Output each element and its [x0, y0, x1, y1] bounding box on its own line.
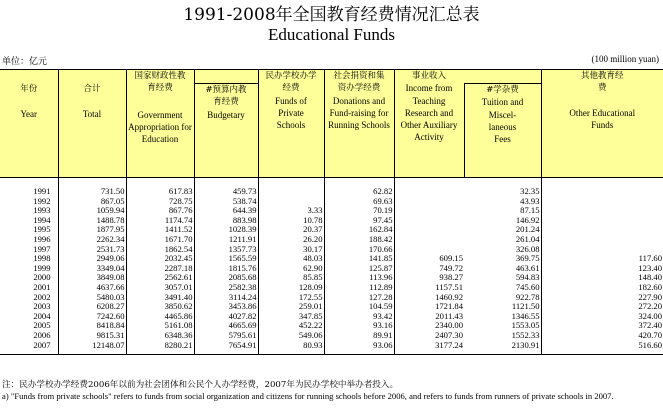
cell-tuition: 1553.05	[511, 320, 540, 331]
cell-donation: 69.63	[324, 197, 394, 207]
cell-income	[394, 206, 464, 216]
cell-private: 128.09	[258, 283, 324, 293]
cell-donation: 127.28	[324, 293, 394, 303]
cell-income: 1157.51	[394, 283, 464, 293]
header-income-cn: 事业收入	[411, 71, 446, 81]
cell-gov: 3850.62	[126, 302, 194, 312]
cell-budget: 644.39	[194, 206, 258, 216]
cell-gov: 867.76	[126, 206, 194, 216]
cell-year: 2005	[33, 320, 51, 331]
cell-income: 3177.24	[394, 341, 464, 351]
cell-gov: 1862.54	[126, 245, 194, 255]
cell-tuition: 43.93	[520, 195, 540, 206]
cell-gov: 1671.70	[126, 235, 194, 245]
cell-donation: 113.96	[324, 273, 394, 283]
cell-other	[541, 216, 663, 226]
cell-private: 549.06	[258, 331, 324, 341]
cell-tuition: 463.61	[515, 262, 540, 273]
header-income	[394, 70, 464, 178]
cell-donation: 162.84	[324, 225, 394, 235]
cell-gov: 8280.21	[126, 341, 194, 351]
cell-tuition: 32.35	[520, 186, 540, 196]
cell-income: 2340.00	[394, 321, 464, 331]
table-row	[0, 187, 663, 197]
cell-other	[541, 197, 663, 207]
cell-other	[541, 206, 663, 216]
cell-gov: 6348.36	[126, 331, 194, 341]
header-other-en: Other Educational Funds	[569, 107, 636, 130]
spacer-row	[0, 178, 663, 188]
header-gov-cn: 国家财政性教育经费	[134, 71, 186, 94]
cell-budget: 538.74	[194, 197, 258, 207]
cell-total: 2531.73	[58, 245, 126, 255]
cell-private: 20.37	[258, 225, 324, 235]
cell-gov: 5161.08	[126, 321, 194, 331]
cell-tuition: 922.78	[515, 291, 540, 302]
header-private-cn: 民办学校办学经费	[265, 71, 317, 94]
cell-budget: 1028.39	[194, 225, 258, 235]
cell-year: 1998	[33, 253, 51, 264]
cell-year: 1996	[33, 233, 51, 244]
funds-table	[0, 69, 663, 355]
cell-other: 324.00	[541, 312, 663, 322]
cell-other: 420.70	[541, 331, 663, 341]
cell-gov: 2032.45	[126, 254, 194, 264]
cell-total: 9815.31	[58, 331, 126, 341]
cell-other: 148.40	[541, 273, 663, 283]
title-english: Educational Funds	[267, 25, 395, 44]
cell-budget: 1211.91	[194, 235, 258, 245]
header-budget-en: Budgetary	[207, 109, 245, 120]
cell-year: 1997	[33, 243, 51, 254]
cell-tuition: 1552.33	[511, 329, 540, 340]
cell-tuition: 745.60	[515, 281, 540, 292]
cell-income	[394, 216, 464, 226]
cell-total: 6208.27	[58, 302, 126, 312]
header-private-en: Funds of Private Schools	[275, 95, 307, 131]
cell-private: 347.85	[258, 312, 324, 322]
cell-year: 1999	[33, 262, 51, 273]
cell-donation: 93.42	[324, 312, 394, 322]
cell-total: 5480.03	[58, 293, 126, 303]
header-other	[541, 70, 663, 178]
cell-tuition: 1346.55	[511, 310, 540, 321]
cell-other: 117.60	[541, 254, 663, 264]
header-gov	[126, 70, 194, 178]
cell-donation: 112.89	[324, 283, 394, 293]
cell-private: 85.85	[258, 273, 324, 283]
cell-donation: 62.82	[324, 187, 394, 197]
cell-income: 1721.84	[394, 302, 464, 312]
header-tuition-en: Tuition and Miscel-laneous Fees	[481, 97, 524, 145]
cell-donation: 104.59	[324, 302, 394, 312]
header-total-cn: 合计	[83, 84, 101, 94]
cell-budget: 883.98	[194, 216, 258, 226]
cell-gov: 3057.01	[126, 283, 194, 293]
cell-donation: 97.45	[324, 216, 394, 226]
cell-budget: 3114.24	[194, 293, 258, 303]
cell-private: 172.55	[258, 293, 324, 303]
cell-donation: 89.91	[324, 331, 394, 341]
cell-tuition: 594.83	[515, 272, 540, 283]
cell-year: 2003	[33, 301, 51, 312]
cell-donation: 170.66	[324, 245, 394, 255]
header-budget-top	[194, 70, 258, 84]
cell-income	[394, 225, 464, 235]
cell-income	[394, 187, 464, 197]
cell-total: 1488.78	[58, 216, 126, 226]
cell-total: 2949.06	[58, 254, 126, 264]
cell-other: 227.90	[541, 293, 663, 303]
data-body	[0, 187, 663, 355]
cell-tuition: 2130.91	[511, 339, 540, 350]
cell-donation: 188.42	[324, 235, 394, 245]
cell-income	[394, 235, 464, 245]
footnotes	[2, 380, 662, 402]
cell-gov: 2287.18	[126, 264, 194, 274]
cell-budget: 1815.76	[194, 264, 258, 274]
cell-tuition: 201.24	[515, 224, 540, 235]
cell-income	[394, 197, 464, 207]
unit-label-english: (100 million yuan)	[591, 54, 659, 64]
cell-year: 2001	[33, 281, 51, 292]
cell-total: 12148.07	[58, 341, 126, 351]
cell-private	[258, 187, 324, 197]
cell-other: 182.60	[541, 283, 663, 293]
cell-gov: 3491.40	[126, 293, 194, 303]
cell-total: 731.50	[58, 187, 126, 197]
cell-year: 2004	[33, 310, 51, 321]
cell-private: 80.93	[258, 341, 324, 351]
cell-budget: 5795.61	[194, 331, 258, 341]
cell-year: 1994	[33, 214, 51, 225]
cell-income: 938.27	[394, 273, 464, 283]
unit-label-chinese: 单位：亿元	[2, 57, 48, 67]
header-row	[0, 70, 663, 84]
table-end-row	[0, 350, 663, 355]
cell-year: 1995	[33, 224, 51, 235]
cell-other: 516.60	[541, 341, 663, 351]
cell-gov: 1174.74	[126, 216, 194, 226]
header-gov-en: Government Appropriation for Education	[128, 109, 192, 145]
cell-budget: 7654.91	[194, 341, 258, 351]
cell-private: 259.01	[258, 302, 324, 312]
cell-private: 3.33	[258, 206, 324, 216]
cell-year: 1993	[33, 205, 51, 216]
header-year-en: Year	[20, 109, 38, 120]
cell-gov: 2562.61	[126, 273, 194, 283]
header-other-cn: 其他教育经费	[580, 71, 624, 94]
title-chinese: 1991-2008年全国教育经费情况汇总表	[183, 5, 480, 25]
cell-tuition: 87.15	[520, 205, 540, 216]
cell-budget: 2085.68	[194, 273, 258, 283]
cell-private: 48.03	[258, 254, 324, 264]
cell-year: 1991	[33, 186, 51, 196]
cell-other: 123.40	[541, 264, 663, 274]
cell-budget: 1565.59	[194, 254, 258, 264]
header-total-en: Total	[82, 109, 102, 120]
header-budget-cn: #预算内教育经费	[205, 85, 247, 108]
header-income-en: Income from Teaching Research and Other Auxiliary Activity	[400, 83, 458, 143]
cell-year: 2000	[33, 272, 51, 283]
cell-income: 749.72	[394, 264, 464, 274]
cell-budget: 2582.38	[194, 283, 258, 293]
cell-donation: 141.85	[324, 254, 394, 264]
cell-total: 3849.08	[58, 273, 126, 283]
cell-private: 30.17	[258, 245, 324, 255]
cell-tuition: 146.92	[515, 214, 540, 225]
table-row	[0, 341, 663, 351]
cell-total: 1877.95	[58, 225, 126, 235]
cell-year: 2006	[33, 329, 51, 340]
footnote-chinese: 注：民办学校办学经费2006年以前为社会团体和公民个人办学经费，2007年为民办学校中举办者投入。	[2, 380, 399, 390]
cell-total: 3349.04	[58, 264, 126, 274]
cell-total: 4637.66	[58, 283, 126, 293]
header-private	[258, 70, 324, 178]
header-tuition-cn: #学杂费	[486, 85, 519, 95]
cell-private: 10.78	[258, 216, 324, 226]
cell-other	[541, 225, 663, 235]
cell-tuition: 261.04	[515, 233, 540, 244]
cell-tuition: 1121.50	[511, 301, 540, 312]
cell-other	[541, 235, 663, 245]
cell-budget: 4665.69	[194, 321, 258, 331]
cell-income: 1460.92	[394, 293, 464, 303]
cell-total: 867.05	[58, 197, 126, 207]
cell-private: 452.22	[258, 321, 324, 331]
cell-income: 609.15	[394, 254, 464, 264]
header-tuition	[464, 84, 541, 178]
cell-donation: 70.19	[324, 206, 394, 216]
cell-private: 26.20	[258, 235, 324, 245]
cell-budget: 3453.86	[194, 302, 258, 312]
cell-donation: 125.87	[324, 264, 394, 274]
cell-gov: 617.83	[126, 187, 194, 197]
cell-other: 372.40	[541, 321, 663, 331]
cell-total: 1059.94	[58, 206, 126, 216]
cell-year: 2002	[33, 291, 51, 302]
header-donation-en: Donations and Fund-raising for Running Schools	[328, 95, 390, 131]
cell-income: 2011.43	[394, 312, 464, 322]
cell-income: 2407.30	[394, 331, 464, 341]
cell-tuition: 369.75	[515, 253, 540, 264]
cell-total: 8418.84	[58, 321, 126, 331]
cell-donation: 93.16	[324, 321, 394, 331]
cell-total: 7242.60	[58, 312, 126, 322]
cell-gov: 4465.86	[126, 312, 194, 322]
cell-year: 1992	[33, 195, 51, 206]
header-donation	[324, 70, 394, 178]
cell-budget: 459.73	[194, 187, 258, 197]
cell-other	[541, 187, 663, 197]
cell-private: 62.90	[258, 264, 324, 274]
header-total	[58, 70, 126, 178]
cell-gov: 728.75	[126, 197, 194, 207]
cell-gov: 1411.52	[126, 225, 194, 235]
cell-budget: 1357.73	[194, 245, 258, 255]
cell-tuition: 326.08	[515, 243, 540, 254]
cell-budget: 4027.82	[194, 312, 258, 322]
cell-year: 2007	[33, 339, 51, 350]
header-budget	[194, 84, 258, 178]
header-year	[0, 70, 58, 178]
header-year-cn: 年份	[20, 84, 38, 94]
footnote-english: a) "Funds from private schools" refers to funds from social organization and citizens for running schools before 2006, and refers to funds from runners of private schools in 2007.	[2, 391, 614, 401]
header-donation-cn: 社会捐资和集资办学经费	[333, 71, 385, 94]
cell-donation: 93.06	[324, 341, 394, 351]
cell-other: 272.20	[541, 302, 663, 312]
cell-total: 2262.34	[58, 235, 126, 245]
header-tuition-top	[464, 70, 541, 84]
